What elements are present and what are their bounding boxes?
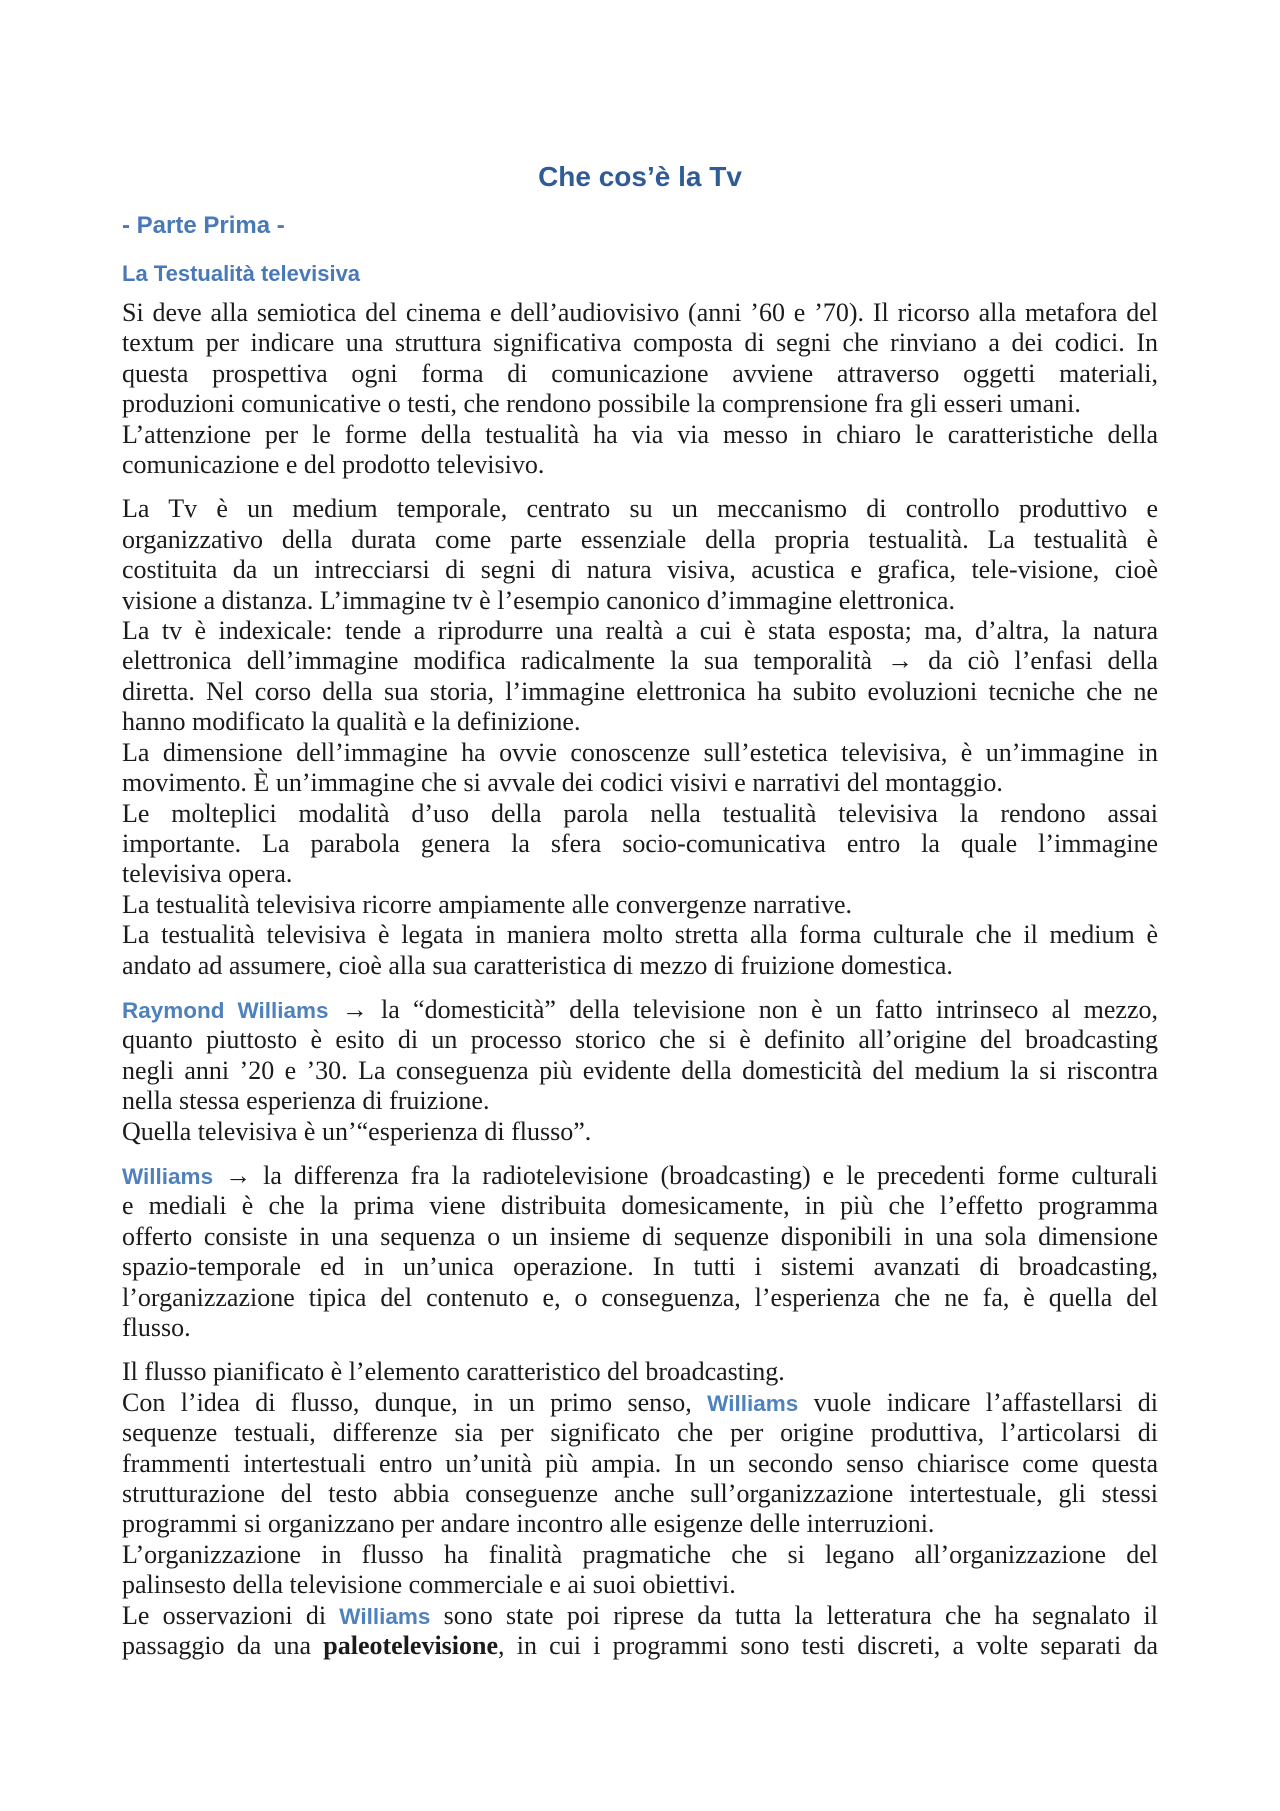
line-text: Con l’idea di flusso, dunque, in un primo senso, bbox=[122, 1387, 708, 1417]
text-line: frammenti intertestuali entro un’unità più ampia. In un secondo senso chiarisce come questa bbox=[122, 1448, 1158, 1478]
text-line: l’organizzazione tipica del contenuto e, o conseguenza, l’esperienza che ne fa, è quella del bbox=[122, 1282, 1158, 1312]
text-line: La testualità televisiva è legata in maniera molto stretta alla forma culturale che il medium è bbox=[122, 920, 1158, 950]
text-line: e mediali è che la prima viene distribuita domesicamente, in più che l’effetto programma bbox=[122, 1191, 1158, 1221]
text-line: hanno modificato la qualità e la definizione. bbox=[122, 707, 581, 737]
text-line: costituita da un intrecciarsi di segni di natura visiva, acustica e grafica, tele-visione, cioè bbox=[122, 555, 1158, 585]
author-name: Raymond Williams bbox=[122, 997, 329, 1023]
document-title: Che cos’è la Tv bbox=[538, 161, 742, 192]
text-line: L’attenzione per le forme della testualità ha via via messo in chiaro le caratteristiche della bbox=[122, 419, 1158, 449]
paragraph bbox=[122, 1357, 1158, 1661]
text-line: Le molteplici modalità d’uso della parola nella testualità televisiva la rendono assai bbox=[122, 798, 1158, 828]
text-line: negli anni ’20 e ’30. La conseguenza più evidente della domesticità del medium la si riscontra bbox=[122, 1055, 1158, 1085]
text-line: sequenze testuali, differenze sia per significato che per origine produttiva, l’articolarsi di bbox=[122, 1418, 1158, 1448]
author-name: Williams bbox=[707, 1390, 799, 1416]
text-line bbox=[122, 1161, 1158, 1191]
part-label: - Parte Prima - bbox=[122, 212, 285, 239]
line-text: , in cui i programmi sono testi discreti, a volte separati da bbox=[498, 1631, 1159, 1661]
text-line: textum per indicare una struttura significativa composta di segni che rinviano a dei codici. In bbox=[122, 328, 1158, 358]
text-line bbox=[122, 1388, 1158, 1418]
text-line: Il flusso pianificato è l’elemento caratteristico del broadcasting. bbox=[122, 1357, 785, 1387]
text-line: visione a distanza. L’immagine tv è l’esempio canonico d’immagine elettronica. bbox=[122, 585, 955, 615]
text-line: programmi si organizzano per andare incontro alle esigenze delle interruzioni. bbox=[122, 1509, 935, 1539]
text-line: La Tv è un medium temporale, centrato su un meccanismo di controllo produttivo e bbox=[122, 494, 1158, 524]
text-line bbox=[122, 1601, 1158, 1631]
text-line: L’organizzazione in flusso ha finalità pragmatiche che si legano all’organizzazione del bbox=[122, 1539, 1158, 1569]
text-line: spazio-temporale ed in un’unica operazione. In tutti i sistemi avanzati di broadcasting, bbox=[122, 1252, 1158, 1282]
text-line: La dimensione dell’immagine ha ovvie conoscenze sull’estetica televisiva, è un’immagine in bbox=[122, 737, 1158, 767]
line-text: sono state poi riprese da tutta la letteratura che ha segnalato il bbox=[430, 1600, 1158, 1630]
text-line bbox=[122, 995, 1158, 1025]
paragraph bbox=[122, 1161, 1158, 1343]
text-line: diretta. Nel corso della sua storia, l’immagine elettronica ha subito evoluzioni tecniche che ne bbox=[122, 676, 1158, 706]
text-line: nella stessa esperienza di fruizione. bbox=[122, 1086, 490, 1116]
text-line: questa prospettiva ogni forma di comunicazione avviene attraverso oggetti materiali, bbox=[122, 358, 1158, 388]
text-line: strutturazione del testo abbia conseguenze anche sull’organizzazione intertestuale, gli stessi bbox=[122, 1479, 1158, 1509]
paragraph bbox=[122, 995, 1158, 1147]
text-line: elettronica dell’immagine modifica radicalmente la sua temporalità → da ciò l’enfasi della bbox=[122, 646, 1158, 676]
section-heading: La Testualità televisiva bbox=[122, 261, 361, 286]
bold-term: paleotelevisione bbox=[323, 1631, 499, 1661]
text-line bbox=[122, 1631, 1158, 1661]
text-line: quanto piuttosto è esito di un processo storico che si è definito all’origine del broadcasting bbox=[122, 1025, 1158, 1055]
text-line: comunicazione e del prodotto televisivo. bbox=[122, 450, 545, 480]
body-text bbox=[122, 298, 1158, 1661]
text-line: flusso. bbox=[122, 1313, 191, 1342]
line-text: vuole indicare l’affastellarsi di bbox=[798, 1387, 1159, 1417]
line-text: → la differenza fra la radiotelevisione (broadcasting) e le precedenti forme culturali bbox=[213, 1160, 1158, 1190]
text-line: Si deve alla semiotica del cinema e dell’audiovisivo (anni ’60 e ’70). Il ricorso alla metafora del bbox=[122, 298, 1158, 327]
text-line: organizzativo della durata come parte essenziale della propria testualità. La testualità è bbox=[122, 524, 1158, 554]
line-text: → la “domesticità” della televisione non è un fatto intrinseco al mezzo, bbox=[328, 994, 1158, 1024]
text-line: palinsesto della televisione commerciale e ai suoi obiettivi. bbox=[122, 1570, 736, 1600]
line-text: Le osservazioni di bbox=[122, 1600, 340, 1630]
text-line: offerto consiste in una sequenza o un insieme di sequenze disponibili in una sola dimensione bbox=[122, 1221, 1158, 1251]
text-line: produzioni comunicative o testi, che rendono possibile la comprensione fra gli esseri umani. bbox=[122, 389, 1081, 419]
text-line: televisiva opera. bbox=[122, 859, 293, 889]
text-line: La tv è indexicale: tende a riprodurre una realtà a cui è stata esposta; ma, d’altra, la natura bbox=[122, 616, 1158, 646]
author-name: Williams bbox=[339, 1603, 431, 1629]
paragraph bbox=[122, 494, 1158, 981]
paragraph bbox=[122, 298, 1158, 480]
text-line: Quella televisiva è un’“esperienza di flusso”. bbox=[122, 1116, 592, 1146]
text-line: andato ad assumere, cioè alla sua caratteristica di mezzo di fruizione domestica. bbox=[122, 950, 953, 980]
text-line: importante. La parabola genera la sfera socio-comunicativa entro la quale l’immagine bbox=[122, 828, 1158, 858]
text-line: movimento. È un’immagine che si avvale dei codici visivi e narrativi del montaggio. bbox=[122, 768, 1003, 798]
line-text: passaggio da una bbox=[122, 1631, 324, 1661]
text-line: La testualità televisiva ricorre ampiamente alle convergenze narrative. bbox=[122, 889, 853, 919]
author-name: Williams bbox=[122, 1163, 214, 1189]
